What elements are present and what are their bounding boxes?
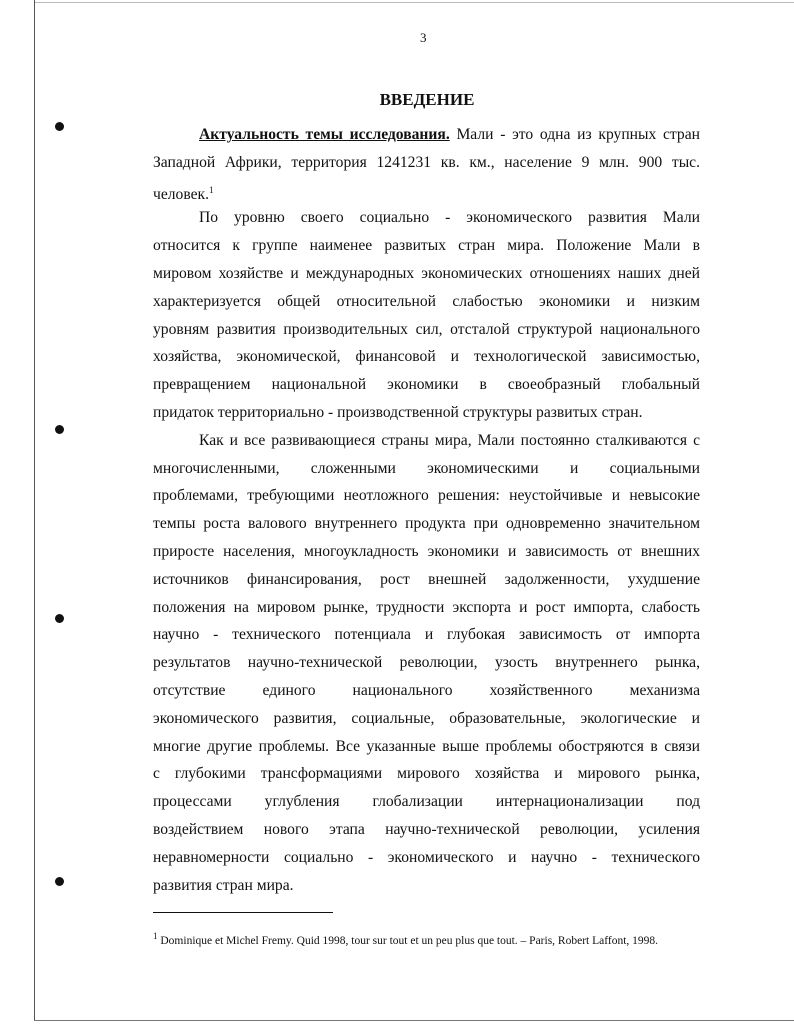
line-text: воздействием нового этапа научно-технической революции, усиления [153,820,700,838]
text-line [153,288,700,316]
line-text: развития стран мира. [153,876,294,894]
line-text: научно - технического потенциала и глубокая зависимость от импорта [153,626,700,644]
text-line [153,149,700,177]
line-text: человек. [153,185,210,203]
scan-edge-left [34,0,35,1020]
text-line [153,733,700,761]
line-text: Как и все развивающиеся страны мира, Мали постоянно сталкиваются с [199,431,700,449]
text-line [153,316,700,344]
body-text [153,121,700,899]
line-text: мировом хозяйстве и международных экономических отношениях наших дней [153,264,700,282]
footnote-marker: 1 [153,931,158,941]
line-text: неравномерности социально - экономического и научно - технического [153,848,700,866]
footnote-separator [153,912,333,913]
scan-edge-bottom [34,1020,794,1021]
text-line [153,538,700,566]
binding-hole-mark [55,877,64,886]
line-text: Мали - это одна из крупных стран [449,126,700,143]
text-line [153,371,700,399]
text-line [153,844,700,872]
section-title: ВВЕДЕНИЕ [379,90,475,109]
line-text: источников финансирования, рост внешней задолженности, ухудшение [153,570,700,588]
line-text: многие другие проблемы. Все указанные выше проблемы обостряются в связи [153,737,700,755]
lead-heading: Актуальность темы исследования. [199,126,450,143]
line-text: уровням развития производительных сил, отсталой структурой национального [153,320,700,338]
line-text: По уровню своего социально - экономического развития Мали [199,209,700,227]
text-line [153,204,700,232]
text-line [153,760,700,788]
line-text: придаток территориально - производственной структуры развитых стран. [153,403,643,421]
footnote [153,931,700,947]
line-text: процессами углубления глобализации интернационализации под [153,793,700,811]
text-line [153,482,700,510]
line-text: темпы роста валового внутреннего продукта при одновременно значительном [153,515,700,533]
line-text: отсутствие единого национального хозяйственного механизма [153,681,700,699]
footnote-reference: 1 [209,184,214,195]
line-text: превращением национальной экономики в своеобразный глобальный [153,376,700,394]
scan-edge-top [34,2,794,3]
text-line [153,788,700,816]
text-line [153,399,700,427]
text-line [153,621,700,649]
text-line [153,594,700,622]
text-line [153,177,700,205]
line-text: характеризуется общей относительной слабостью экономики и низким [153,292,700,310]
footnote-text: Dominique et Michel Fremy. Quid 1998, tour sur tout et un peu plus que tout. – Paris, Robert Laffont, 1998. [157,934,659,947]
line-text: положения на мировом рынке, трудности экспорта и рост импорта, слабость [153,598,700,616]
text-line [153,705,700,733]
line-text: хозяйства, экономической, финансовой и технологической зависимостью, [153,348,700,366]
line-text: Западной Африки, территория 1241231 кв. км., население 9 млн. 900 тыс. [153,153,700,171]
line-text: с глубокими трансформациями мирового хозяйства и мирового рынка, [153,765,700,783]
binding-hole-mark [55,425,64,434]
line-text: экономического развития, социальные, образовательные, экологические и [153,709,700,727]
text-line [153,260,700,288]
text-line [153,649,700,677]
text-line [153,677,700,705]
text-line [153,343,700,371]
text-line [153,455,700,483]
line-text: многочисленными, сложенными экономическими и социальными [153,459,700,477]
text-line [153,566,700,594]
text-line [153,232,700,260]
text-line [153,121,700,149]
page-number: 3 [420,30,427,45]
line-text: результатов научно-технической революции, узость внутреннего рынка, [153,654,700,672]
line-text: относится к группе наименее развитых стран мира. Положение Мали в [153,237,700,255]
text-line [153,816,700,844]
line-text: приросте населения, многоукладность экономики и зависимость от внешних [153,542,700,560]
binding-hole-mark [55,122,64,131]
binding-hole-mark [55,614,64,623]
text-line [153,510,700,538]
text-line [153,872,700,900]
text-line [153,427,700,455]
line-text: проблемами, требующими неотложного решения: неустойчивые и невысокие [153,487,700,505]
